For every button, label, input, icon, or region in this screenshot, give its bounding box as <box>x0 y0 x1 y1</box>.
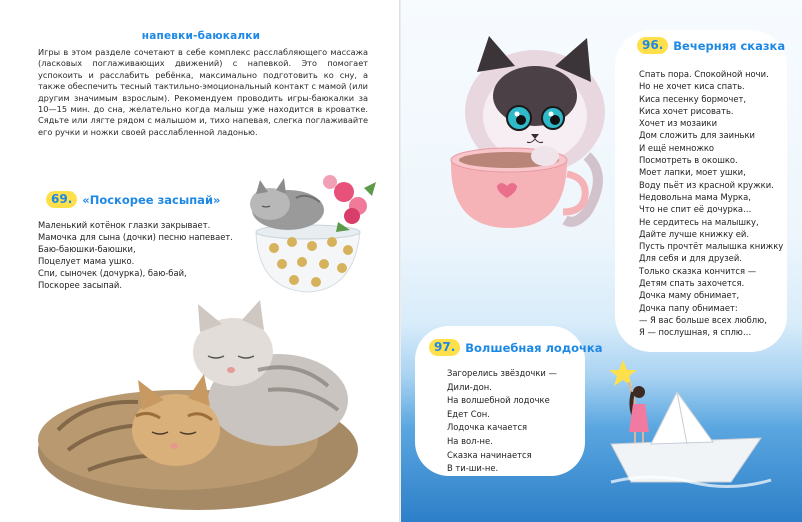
lyric-line: В ти-ши-не. <box>447 463 499 474</box>
song-69-heading <box>46 191 220 208</box>
song-title: Волшебная лодочка <box>465 340 603 355</box>
song-number-badge: 69. <box>46 191 77 208</box>
song-title: «Поскорее засыпай» <box>82 192 221 207</box>
lyric-line: На вол-не. <box>447 435 493 446</box>
lyric-line: Посмотреть в окошко. <box>639 155 738 166</box>
lyric-line: Киса песенку бормочет, <box>639 93 747 104</box>
lyric-line: Спать пора. Спокойной ночи. <box>639 69 769 79</box>
lyric-line: Лодочка качается <box>447 422 528 433</box>
lyric-line: Не сердитесь на малышку, <box>639 216 759 227</box>
song-title: Вечерняя сказка <box>673 38 786 53</box>
lyric-line: Воду пьёт из красной кружки. <box>639 179 774 190</box>
lyric-line: Сказка начинается <box>447 449 532 460</box>
song-97-lyrics <box>447 367 557 476</box>
kitten-in-cup-illustration <box>226 162 386 302</box>
song-96-heading <box>637 37 785 54</box>
lyric-line: Недовольна мама Мурка, <box>639 191 751 202</box>
lyric-line: Дили-дон. <box>447 381 492 392</box>
song-69-lyrics <box>38 219 233 292</box>
song-number-badge: 96. <box>637 37 668 54</box>
song-96-lyrics <box>639 68 783 339</box>
lyric-line: Киса хочет рисовать. <box>639 105 734 116</box>
lyric-line: Поцелует мама ушко. <box>38 256 135 267</box>
lyric-line: Дом сложить для заиньки <box>639 130 755 141</box>
left-page <box>0 0 399 522</box>
lyric-line: Хочет из мозаики <box>639 118 718 129</box>
girl-paper-boat-illustration <box>611 352 771 522</box>
song-97-heading <box>429 339 602 356</box>
lyric-line: Но не хочет киса спать. <box>639 81 745 92</box>
sleeping-kittens-illustration <box>28 290 368 520</box>
lyric-line: Едет Сон. <box>447 408 490 419</box>
lyric-line: Пусть прочтёт малышка книжку <box>639 241 784 252</box>
section-intro: Игры в этом разделе сочетают в себе комплекс расслабляющего массажа (ласковых поглаживающих движений) с напевкой. Это помогает успокоить и расслабить ребёнка, максимально подготовить ко сну, а также обеспечить тесный тактильно-эмоциональный контакт с мамой (или другим значимым взрослым). Рекомендуем проводить игры-баюкалки за 10—15 мин. до сна, желательно когда малыш уже находится в кроватке. Сядьте или лягте рядом с малышом и, тихо напевая, слегка поглаживайте его ручки и ножки своей расслабленной ладонью. <box>38 47 368 137</box>
lyric-line: Дайте лучше книжку ей. <box>639 228 750 239</box>
lyric-line: Моет лапки, моет ушки, <box>639 167 746 178</box>
lyric-line: Маленький котёнок глазки закрывает. <box>38 220 211 230</box>
lyric-line: Дочка маму обнимает, <box>639 290 740 301</box>
song-number-badge: 97. <box>429 339 460 356</box>
lyric-line: Я — послушная, я сплю… <box>639 327 752 338</box>
lyric-line: Для себя и для друзей. <box>639 253 742 264</box>
lyric-line: Только сказка кончится — <box>639 265 757 276</box>
lyric-line: Детям спать захочется. <box>639 278 745 289</box>
lyric-line: Спи, сыночек (дочурка), баю-бай, <box>38 268 187 279</box>
lyric-line: Баю-баюшки-баюшки, <box>38 244 136 255</box>
right-page <box>401 0 802 522</box>
kitten-with-mug-illustration <box>437 36 617 236</box>
lyric-line: Мамочка для сына (дочки) песню напевает. <box>38 232 233 243</box>
lyric-line: Дочка папу обнимает: <box>639 302 738 313</box>
lyric-line: На волшебной лодочке <box>447 395 550 406</box>
lyric-line: Загорелись звёздочки — <box>447 368 557 378</box>
lyric-line: Что не спит её дочурка… <box>639 204 752 215</box>
lyric-line: И ещё немножко <box>639 142 715 153</box>
section-title: напевки-баюкалки <box>141 30 261 42</box>
lyric-line: Поскорее засыпай. <box>38 280 123 291</box>
lyric-line: — Я вас больше всех люблю, <box>639 314 767 325</box>
